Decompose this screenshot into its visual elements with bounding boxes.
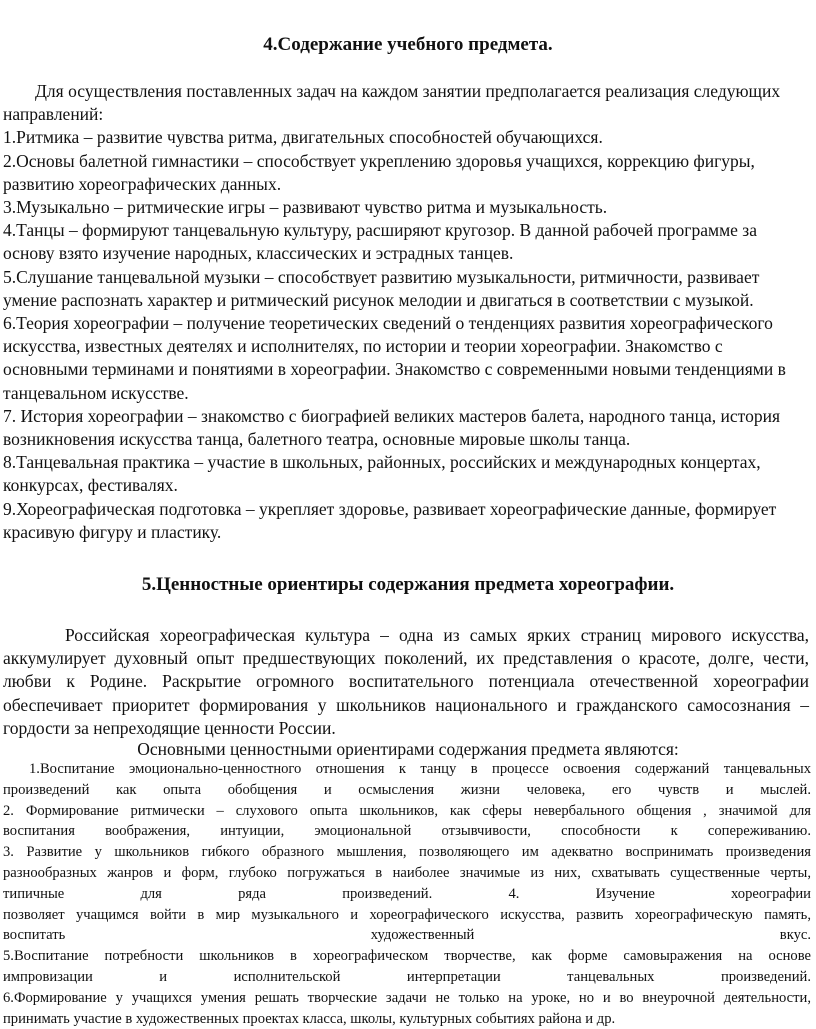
- list-item: 6.Теория хореографии – получение теоретических сведений о тенденциях развития хореографического искусства, известных деятелях и исполнителях, по истории и теории хореографии. Знакомство с основными терминами и понятиями в хореографии. Знакомство с современными новыми тенденциями в танцевальном искусстве.: [3, 313, 786, 403]
- list-item: разнообразных жанров и форм, глубоко погружаться в наиболее значимые из них, схватывать существенные черты,: [3, 864, 811, 881]
- list-item: 3.Музыкально – ритмические игры – развивают чувство ритма и музыкальность.: [3, 197, 608, 218]
- list-item: произведений как опыта обобщения и осмысления жизни человека, его чувств и мыслей.: [3, 781, 811, 798]
- list-item: воспитания воображения, интуиции, эмоциональной отзывчивости, способности к сопереживанию.: [3, 823, 811, 840]
- section-4-title: 4.Содержание учебного предмета.: [263, 34, 553, 55]
- list-item: 1.Ритмика – развитие чувства ритма, двигательных способностей обучающихся.: [3, 127, 603, 148]
- list-item: позволяет учащимся войти в мир музыкального и хореографического искусства, развить хореографическую память,: [3, 906, 811, 923]
- list-item: 2. Формирование ритмически – слухового опыта школьников, как сферы невербального общения , значимой для: [3, 802, 811, 819]
- list-item: 4.Танцы – формируют танцевальную культуру, расширяют кругозор. В данной рабочей программе за основу взято изучение народных, классических и эстрадных танцев.: [3, 220, 757, 264]
- section-5-body: [3, 624, 809, 740]
- list-item: 6.Формирование у учащихся умения решать творческие задачи не только на уроке, но и во внеурочной деятельности,: [3, 989, 811, 1006]
- list-item: воспитать художественный вкус.: [3, 927, 811, 944]
- list-item: 1.Воспитание эмоционально-ценностного отношения к танцу в процессе освоения содержаний танцевальных: [29, 761, 811, 777]
- list-item: 5.Воспитание потребности школьников в хореографическом творчестве, как форме самовыражения на основе: [3, 948, 811, 965]
- section-5-lead: Основными ценностными ориентирами содержания предмета являются:: [137, 739, 679, 759]
- list-item: 3. Развитие у школьников гибкого образного мышления, позволяющего им адекватно воспринимать произведения: [3, 844, 811, 861]
- list-item: 7. История хореографии – знакомство с биографией великих мастеров балета, народного танца, история возникновения искусства танца, балетного театра, основные мировые школы танца.: [3, 405, 780, 450]
- list-item: импровизации и исполнительской интерпретации танцевальных произведений.: [3, 968, 811, 985]
- list-item: принимать участие в художественных проектах класса, школы, культурных событиях района и др.: [3, 1010, 616, 1027]
- value-orientations-list: [3, 759, 811, 1029]
- section-4-intro: Для осуществления поставленных задач на каждом занятии предполагается реализация следующих направлений:: [3, 81, 781, 125]
- list-item: 2.Основы балетной гимнастики – способствует укреплению здоровья учащихся, коррекцию фигуры, развитию хореографических данных.: [3, 150, 755, 194]
- list-item: 5.Слушание танцевальной музыки – способствует развитию музыкальности, ритмичности, развивает умение распознать характер и ритмический рисунок мелодии и двигаться в соответствии с музыкой.: [3, 266, 760, 310]
- section-4-body: [3, 80, 809, 544]
- list-item: 8.Танцевальная практика – участие в школьных, районных, российских и международных концертах, конкурсах, фестивалях.: [3, 452, 761, 496]
- list-item: типичные для ряда произведений. 4. Изучение хореографии: [3, 885, 811, 902]
- section-5-title: 5.Ценностные ориентиры содержания предмета хореографии.: [141, 574, 675, 595]
- section-5-paragraph: Российская хореографическая культура – одна из самых ярких страниц мирового искусства, аккумулирует духовный опыт предшествующих поколений, их представления о красоте, долге, чести, любви к Родине. Раскрытие огромного воспитательного потенциала отечественной хореографии обеспечивает приоритет формирования у школьников национального и гражданского самосознания – гордости за непреходящие ценности России.: [3, 625, 809, 738]
- list-item: 9.Хореографическая подготовка – укрепляет здоровье, развивает хореографические данные, формирует красивую фигуру и пластику.: [3, 498, 777, 542]
